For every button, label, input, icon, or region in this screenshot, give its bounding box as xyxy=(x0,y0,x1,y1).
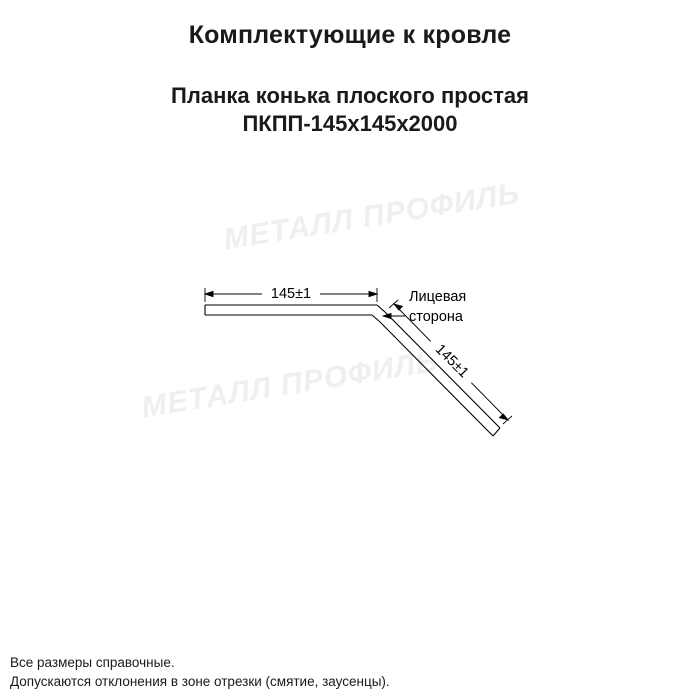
watermark-text-2: МЕТАЛЛ ПРОФИЛЬ xyxy=(139,344,441,425)
product-title-block xyxy=(0,82,700,137)
watermark-text-1: МЕТАЛЛ ПРОФИЛЬ xyxy=(221,176,523,257)
title-block xyxy=(0,20,700,50)
product-code: ПКПП-145х145х2000 xyxy=(242,110,458,136)
technical-drawing xyxy=(0,190,700,490)
footer-notes xyxy=(10,653,390,692)
top-dimension-label: 145±1 xyxy=(270,286,312,302)
side-dimension-label: 145±1 xyxy=(431,341,472,382)
callout-label-line2: сторона xyxy=(409,309,463,325)
footer-note-2: Допускаются отклонения в зоне отрезки (смятие, заусенцы). xyxy=(10,674,390,690)
footer-note-1: Все размеры справочные. xyxy=(10,654,175,670)
product-name: Планка конька плоского простая xyxy=(171,83,529,108)
callout-label-line1: Лицевая xyxy=(409,289,467,305)
page-title: Комплектующие к кровле xyxy=(188,21,512,49)
callout-leader xyxy=(383,314,405,319)
